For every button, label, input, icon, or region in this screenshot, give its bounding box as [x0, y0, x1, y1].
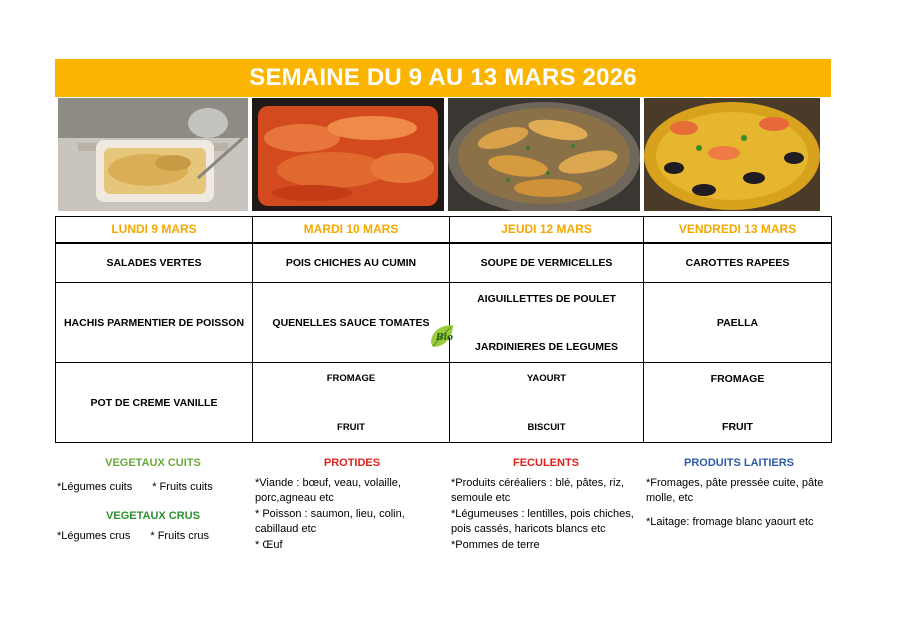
legend-feculents	[451, 456, 641, 553]
dessert-jeudi-top: YAOURT	[526, 372, 567, 384]
starter-jeudi: SOUPE DE VERMICELLES	[450, 243, 644, 283]
bio-leaf-icon	[427, 321, 457, 351]
main-mardi-cell	[253, 283, 454, 363]
legend-feculents-item: *Légumeuses : lentilles, pois chiches, pois cassés, haricots blancs etc	[451, 507, 634, 535]
legend-vegetaux-cuits-title: VEGETAUX CUITS	[105, 457, 201, 469]
day-header-jeudi: JEUDI 12 MARS	[450, 217, 644, 243]
dessert-vendredi-cell	[644, 363, 832, 443]
legend-protides-item: * Poisson : saumon, lieu, colin, cabillaud etc	[255, 507, 405, 535]
dessert-vendredi-top: FROMAGE	[710, 372, 765, 385]
legend-vegetaux-cuits-item: *Légumes cuits	[57, 480, 133, 493]
main-jeudi-cell	[450, 283, 644, 363]
dessert-lundi: POT DE CREME VANILLE	[56, 363, 253, 443]
day-header-mardi: MARDI 10 MARS	[253, 217, 450, 243]
photo-paella	[644, 98, 820, 211]
photo-quenelles	[252, 98, 444, 211]
dessert-vendredi-bottom: FRUIT	[722, 420, 753, 433]
legend-protides	[255, 456, 449, 553]
photo-aiguillettes-poulet	[448, 98, 640, 211]
legend-vegetaux-cuits-item: * Fruits cuits	[152, 480, 213, 493]
table-header-row	[56, 217, 832, 243]
starter-lundi: SALADES VERTES	[56, 243, 253, 283]
main-vendredi: PAELLA	[644, 283, 832, 363]
dessert-mardi-top: FROMAGE	[326, 372, 376, 384]
main-jeudi-bottom: JARDINIERES DE LEGUMES	[475, 340, 618, 353]
bio-badge-label: Bio	[436, 333, 454, 343]
legend-feculents-item: *Pommes de terre	[451, 538, 540, 551]
day-header-lundi: LUNDI 9 MARS	[56, 217, 253, 243]
dessert-jeudi-cell	[450, 363, 644, 443]
dessert-mardi-cell	[253, 363, 450, 443]
legend-vegetaux-crus-item: *Légumes crus	[57, 529, 131, 542]
legend-feculents-item: *Produits céréaliers : blé, pâtes, riz, semoule etc	[451, 476, 625, 504]
legend-vegetaux	[57, 456, 249, 544]
menu-table	[55, 216, 832, 443]
legend-produits-laitiers-item: *Laitage: fromage blanc yaourt etc	[646, 515, 814, 528]
legend-produits-laitiers	[646, 456, 832, 530]
photo-hachis-parmentier	[58, 98, 248, 211]
legend-produits-laitiers-item: *Fromages, pâte pressée cuite, pâte molle, etc	[646, 476, 824, 504]
legend-protides-title: PROTIDES	[323, 457, 381, 469]
main-jeudi-top: AIGUILLETTES DE POULET	[477, 292, 616, 305]
page-title: SEMAINE DU 9 AU 13 MARS 2026	[55, 59, 831, 97]
starter-vendredi: CAROTTES RAPEES	[644, 243, 832, 283]
table-row-starters	[56, 243, 832, 283]
legend-produits-laitiers-title: PRODUITS LAITIERS	[683, 457, 794, 469]
main-mardi: QUENELLES SAUCE TOMATES	[272, 316, 430, 329]
table-row-mains	[56, 283, 832, 363]
legend-protides-item: *Viande : bœuf, veau, volaille, porc,agneau etc	[255, 476, 401, 504]
main-lundi: HACHIS PARMENTIER DE POISSON	[56, 283, 253, 363]
legend-feculents-title: FECULENTS	[513, 457, 579, 469]
legend-vegetaux-crus-item: * Fruits crus	[150, 529, 210, 542]
day-header-vendredi: VENDREDI 13 MARS	[644, 217, 832, 243]
starter-mardi: POIS CHICHES AU CUMIN	[253, 243, 450, 283]
dessert-mardi-bottom: FRUIT	[337, 421, 365, 433]
legend-protides-item: * Œuf	[255, 538, 283, 551]
table-row-desserts	[56, 363, 832, 443]
dessert-jeudi-bottom: BISCUIT	[527, 421, 566, 433]
legend-vegetaux-crus-title: VEGETAUX CRUS	[106, 510, 200, 522]
